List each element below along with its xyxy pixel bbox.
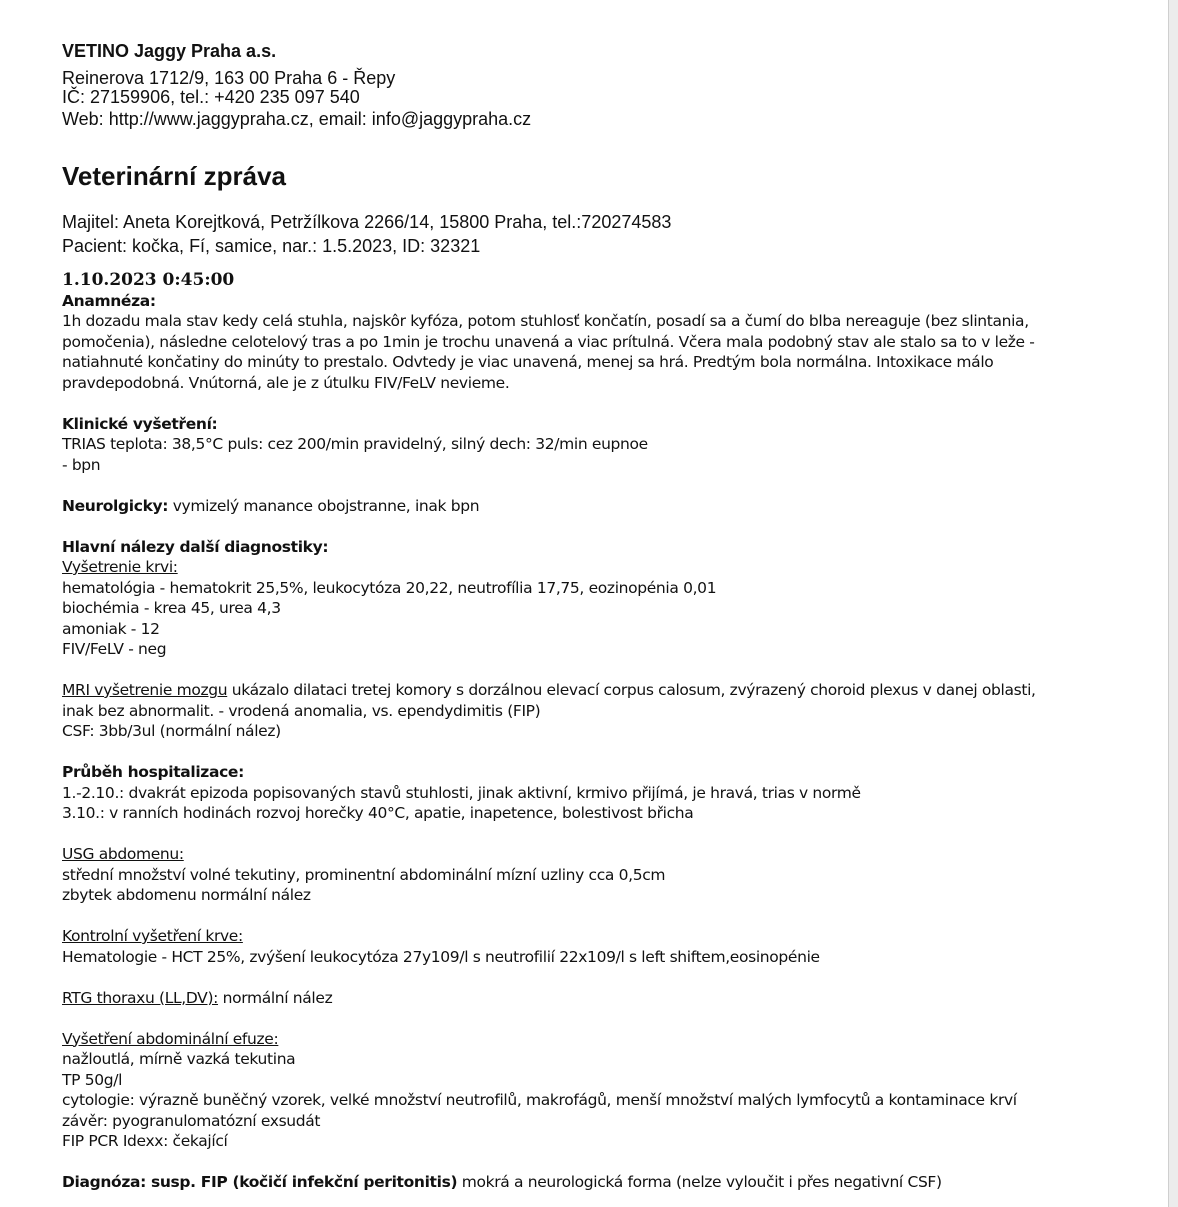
prubeh-line: 1.-2.10.: dvakrát epizoda popisovaných stavů stuhlosti, jinak aktivní, krmivo přijímá, je hravá, trias v normě	[62, 783, 861, 802]
spacer	[62, 967, 1142, 988]
efuze-line: TP 50g/l	[62, 1070, 123, 1089]
clinic-header	[62, 42, 531, 129]
diagnoza-bold: Diagnóza: susp. FIP (kočičí infekční peritonitis)	[62, 1173, 458, 1191]
krvi-line: amoniak - 12	[62, 619, 160, 638]
report-body	[62, 270, 1142, 1193]
patient-line: Pacient: kočka, Fí, samice, nar.: 1.5.2023, ID: 32321	[62, 236, 481, 256]
efuze-line: FIP PCR Idexx: čekající	[62, 1132, 228, 1150]
report-title: Veterinární zpráva	[62, 161, 286, 191]
anamneza-heading: Anamnéza:	[62, 291, 156, 310]
spacer	[62, 393, 1142, 414]
krvi-line: FIV/FeLV - neg	[62, 640, 167, 658]
spacer	[62, 742, 1142, 763]
neuro-text: vymizelý manance obojstranne, inak bpn	[168, 496, 480, 515]
klinicke-line: TRIAS teplota: 38,5°C puls: cez 200/min pravidelný, silný dech: 32/min eupnoe	[62, 435, 648, 453]
spacer	[62, 1008, 1142, 1029]
klinicke-heading: Klinické vyšetření:	[62, 414, 218, 433]
owner-line: Majitel: Aneta Korejtková, Petržílkova 2266/14, 15800 Praha, tel.:720274583	[62, 212, 672, 232]
efuze-line: cytologie: výrazně buněčný vzorek, velké množství neutrofilů, makrofágů, menší množství malých lymfocytů a kontaminace krví	[62, 1091, 1017, 1109]
anamneza-line: 1h dozadu mala stav kedy celá stuhla, najskôr kyfóza, potom stuhlosť končatín, posadí sa a čumí do blba nereaguje (bez slintania,	[62, 312, 1029, 330]
spacer	[62, 906, 1142, 927]
spacer	[62, 475, 1142, 496]
efuze-label: Vyšetření abdominální efuze:	[62, 1029, 279, 1048]
krvi-line: biochémia - krea 45, urea 4,3	[62, 599, 281, 617]
clinic-web: Web: http://www.jaggypraha.cz, email: info@jaggypraha.cz	[62, 109, 532, 129]
krvi-label: Vyšetrenie krvi:	[62, 558, 178, 576]
rtg-label: RTG thoraxu (LL,DV):	[62, 988, 219, 1007]
owner-patient-block	[62, 210, 671, 258]
klinicke-line: - bpn	[62, 455, 101, 474]
clinic-ids: IČ: 27159906, tel.: +420 235 097 540	[62, 87, 360, 107]
spacer	[62, 824, 1142, 845]
anamneza-line: pomočenia), následne celotelový tras a po 1min je trochu unavená a viac prítulná. Včera mala podobný stav ale stalo sa to v leže -	[62, 332, 1035, 351]
usg-line: střední množství volné tekutiny, prominentní abdominální mízní uzliny cca 0,5cm	[62, 865, 666, 884]
mri-line: CSF: 3bb/3ul (normální nález)	[62, 722, 281, 740]
hlavni-heading: Hlavní nálezy další diagnostiky:	[62, 537, 329, 556]
usg-label: USG abdomenu:	[62, 845, 184, 863]
mri-line	[62, 680, 1142, 701]
diagnoza-line	[62, 1172, 1142, 1193]
visit-datetime: 1.10.2023 0:45:00	[62, 270, 235, 290]
kontrolni-label: Kontrolní vyšetření krve:	[62, 927, 243, 945]
usg-line: zbytek abdomenu normální nález	[62, 886, 311, 904]
spacer	[62, 516, 1142, 537]
mri-label: MRI vyšetrenie mozgu	[62, 681, 228, 699]
prubeh-heading: Průběh hospitalizace:	[62, 763, 244, 781]
krvi-line: hematológia - hematokrit 25,5%, leukocytóza 20,22, neutrofília 17,75, eozinopénia 0,01	[62, 578, 717, 597]
diagnoza-text: mokrá a neurologická forma (nelze vyloučit i přes negativní CSF)	[457, 1173, 942, 1191]
clinic-address: Reinerova 1712/9, 163 00 Praha 6 - Řepy	[62, 68, 396, 88]
spacer	[62, 1152, 1142, 1173]
anamneza-line: natiahnuté končatiny do minúty to prestalo. Odvtedy je viac unavená, menej sa hrá. Predtým bola normálna. Intoxikace málo	[62, 353, 994, 371]
rtg-line	[62, 988, 1142, 1009]
anamneza-line: pravdepodobná. Vnútorná, ale je z útulku FIV/FeLV nevieme.	[62, 373, 510, 392]
mri-text: ukázalo dilataci tretej komory s dorzálnou elevací corpus calosum, zvýrazený choroid plexus v danej oblasti,	[227, 681, 1036, 699]
rtg-text: normální nález	[218, 988, 333, 1007]
prubeh-line: 3.10.: v ranních hodinách rozvoj horečky 40°C, apatie, inapetence, bolestivost břicha	[62, 804, 694, 822]
clinic-name: VETINO Jaggy Praha a.s.	[62, 41, 277, 61]
efuze-line: závěr: pyogranulomatózní exsudát	[62, 1111, 321, 1130]
neuro-heading: Neurolgicky:	[62, 496, 169, 515]
neuro-line	[62, 496, 1142, 517]
efuze-line: nažloutlá, mírně vazká tekutina	[62, 1050, 296, 1068]
spacer	[62, 660, 1142, 681]
mri-line: inak bez abnormalit. - vrodená anomalia, vs. ependydimitis (FIP)	[62, 701, 541, 720]
kontrolni-line: Hematologie - HCT 25%, zvýšení leukocytóza 27y109/l s neutrofilií 22x109/l s left shiftem,eosinopénie	[62, 947, 820, 966]
page-edge	[1168, 0, 1178, 1207]
